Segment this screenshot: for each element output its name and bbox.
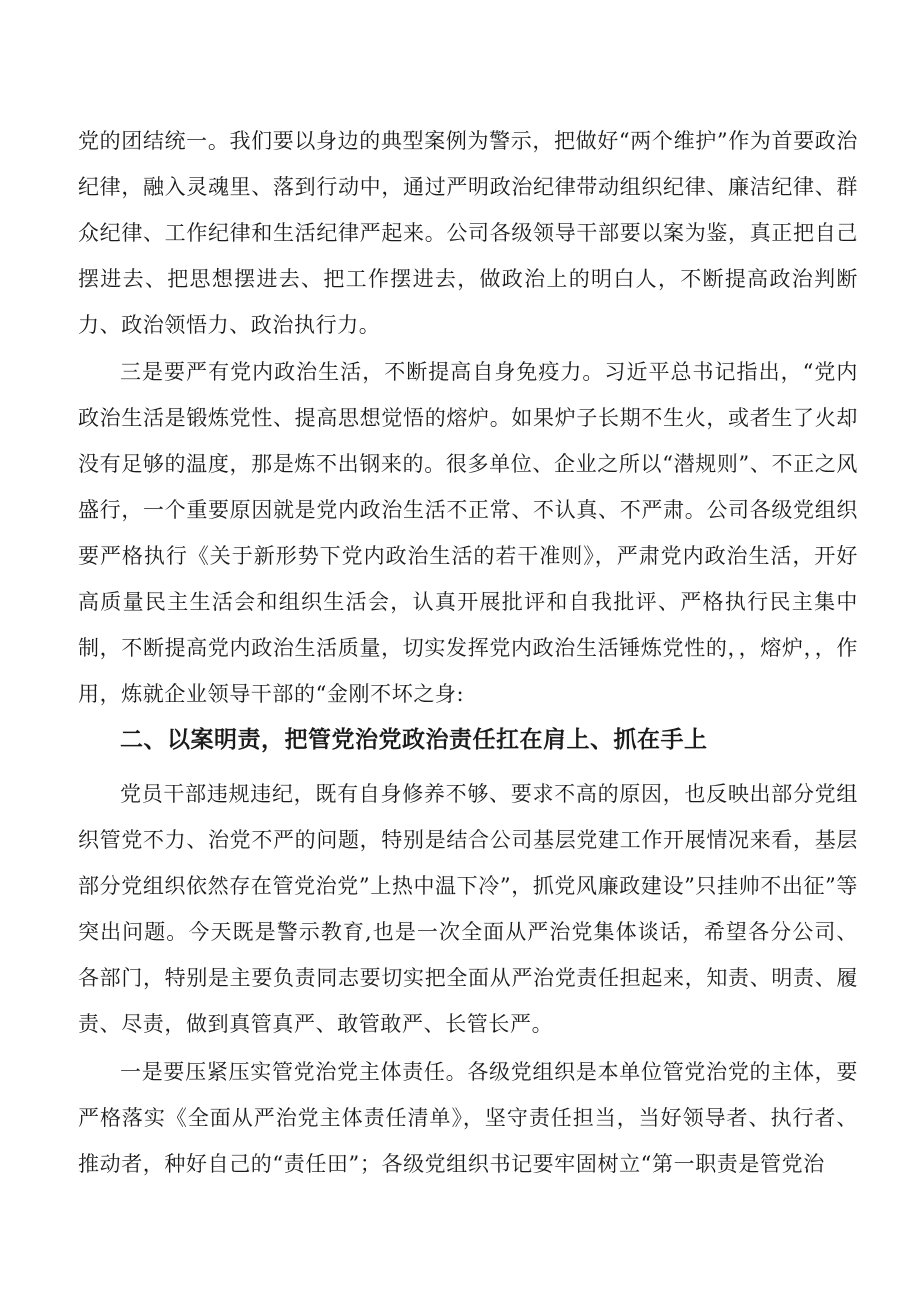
paragraph-responsibility: 党员干部违规违纪，既有自身修养不够、要求不高的原因，也反映出部分党组织管党不力、治党不严的问题，特别是结合公司基层党建工作开展情况来看，基层部分党组织依然存在管党治党”上热中温下冷”，抓党风廉政建设”只挂帅不出征”等突出问题。今天既是警示教育,也是一次全面从严治党集体谈话，希望各分公司、各部门，特别是主要负责同志要切实把全面从严治党责任担起来，知责、明责、履责、尽责，做到真管真严、敢管敢严、长管长严。: [78, 782, 858, 1036]
paragraph-political-discipline: 党的团结统一。我们要以身边的典型案例为警示，把做好“两个维护”作为首要政治纪律，融入灵魂里、落到行动中，通过严明政治纪律带动组织纪律、廉洁纪律、群众纪律、工作纪律和生活纪律严起来。公司各级领导干部要以案为鉴，真正把自己摆进去、把思想摆进去、把工作摆进去，做政治上的明白人，不断提高政治判断力、政治领悟力、政治执行力。: [78, 129, 858, 337]
section-heading: 二、以案明责，把管党治党政治责任扛在肩上、抓在手上: [120, 727, 708, 753]
paragraph-inner-party-life: 三是要严有党内政治生活，不断提高自身免疫力。习近平总书记指出，“党内政治生活是锻炼党性、提高思想觉悟的熔炉。如果炉子长期不生火，或者生了火却没有足够的温度，那是炼不出钢来的。很多单位、企业之所以“潜规则”、不正之风盛行，一个重要原因就是党内政治生活不正常、不认真、不严肃。公司各级党组织要严格执行《关于新形势下党内政治生活的若干准则》，严肃党内政治生活，开好高质量民主生活会和组织生活会，认真开展批评和自我批评、严格执行民主集中制，不断提高党内政治生活质量，切实发挥党内政治生活锤炼党性的，，熔炉，，作用，炼就企业领导干部的“金刚不坏之身:: [78, 360, 858, 706]
paragraph-main-responsibility: 一是要压紧压实管党治党主体责任。各级党组织是本单位管党治党的主体，要严格落实《全面从严治党主体责任清单》，坚守责任担当，当好领导者、执行者、推动者，种好自己的“责任田”；各级党组织书记要牢固树立“第一职责是管党治: [78, 1060, 858, 1176]
